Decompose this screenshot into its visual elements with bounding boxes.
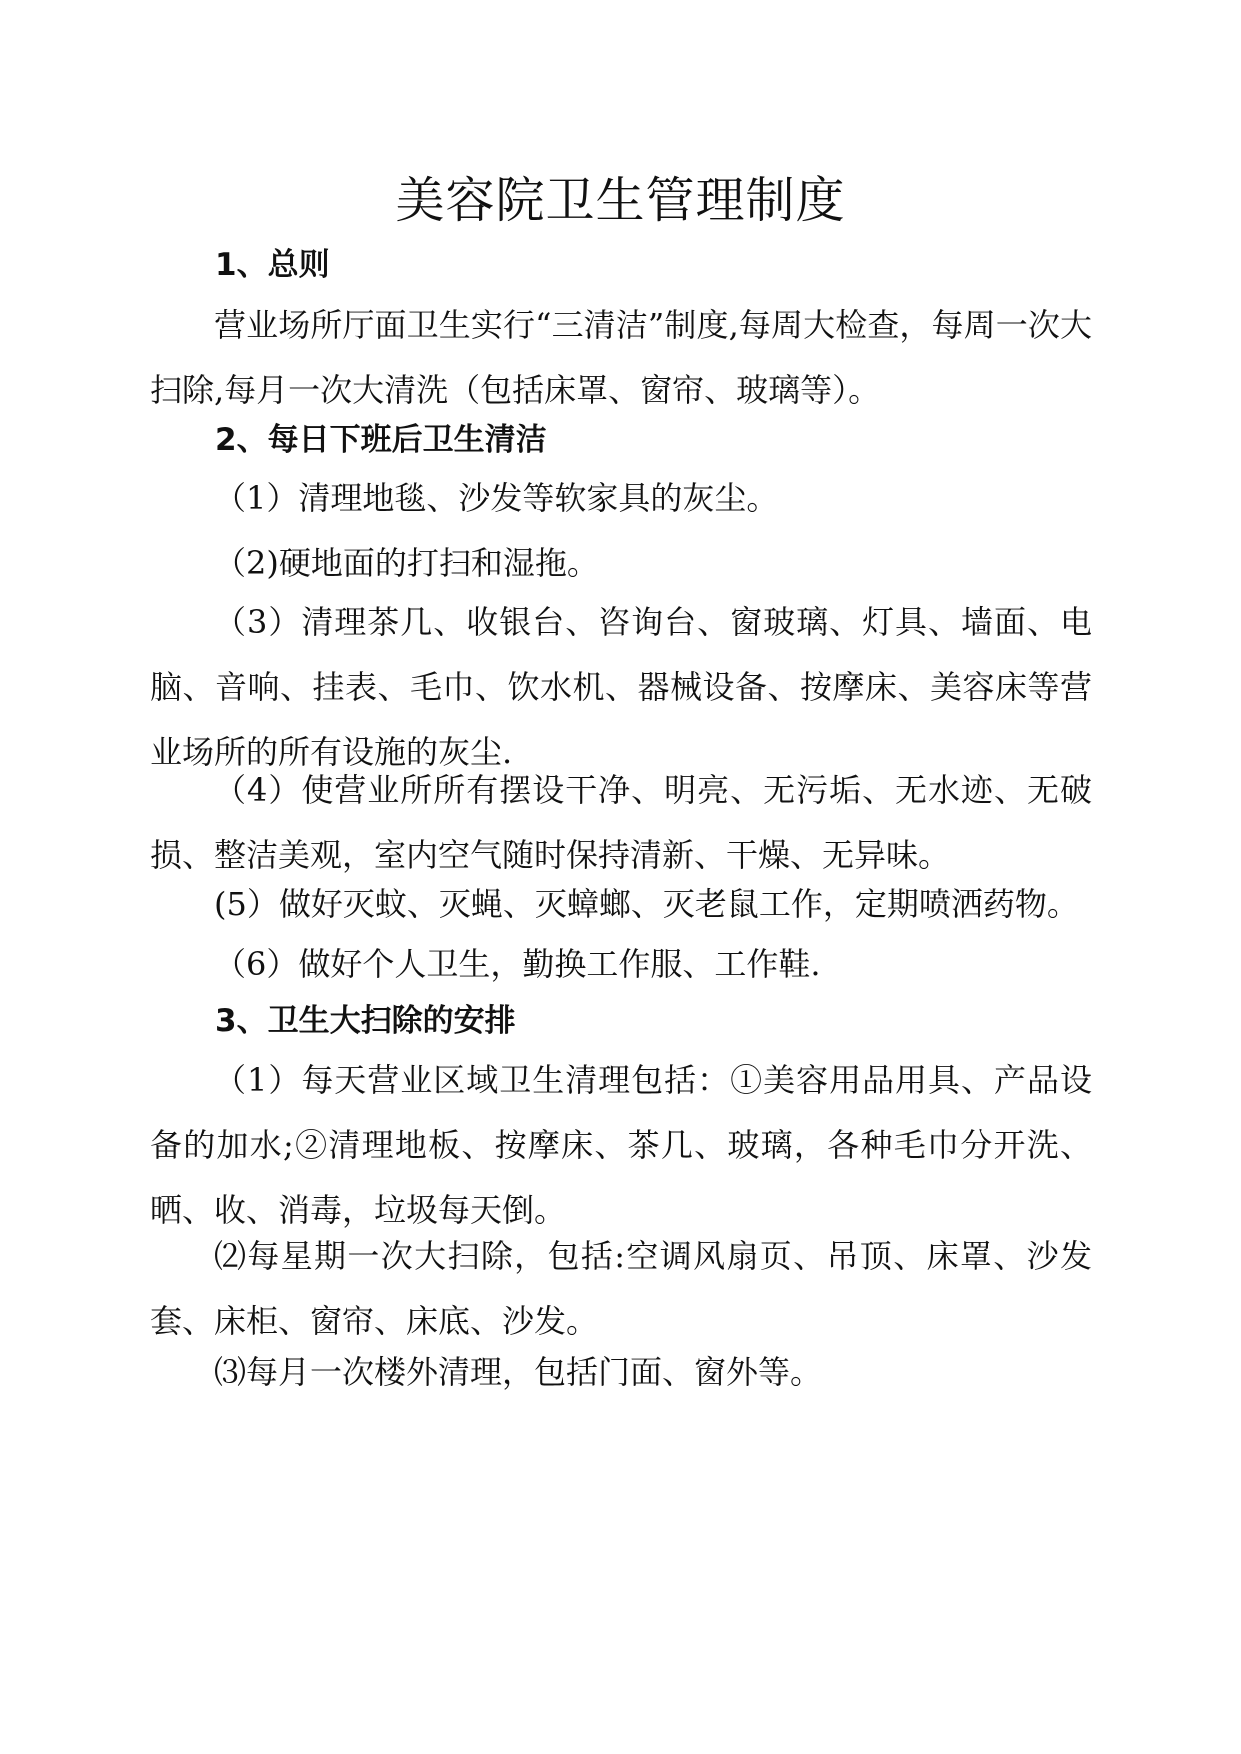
list-item: （1）清理地毯、沙发等软家具的灰尘。	[214, 479, 779, 517]
section-heading: 1、总则	[215, 247, 330, 283]
list-item: （2)硬地面的打扫和湿拖。	[214, 544, 599, 582]
list-item: （1）每天营业区域卫生清理包括：①美容用品用具、产品设备的加水;②清理地板、按摩床、茶几、玻璃，各种毛巾分开洗、晒、收、消毒，垃圾每天倒。	[150, 1061, 1092, 1229]
list-item: （3）清理茶几、收银台、咨询台、窗玻璃、灯具、墙面、电脑、音响、挂表、毛巾、饮水机、器械设备、按摩床、美容床等营业场所的所有设施的灰尘.	[150, 603, 1092, 771]
list-item: (5）做好灭蚊、灭蝇、灭蟑螂、灭老鼠工作，定期喷洒药物。	[214, 885, 1079, 923]
section-heading: 3、卫生大扫除的安排	[215, 1003, 516, 1039]
section-heading: 2、每日下班后卫生清洁	[215, 422, 547, 458]
list-item: （6）做好个人卫生，勤换工作服、工作鞋.	[214, 945, 821, 983]
list-item: （4）使营业所所有摆设干净、明亮、无污垢、无水迹、无破损、整洁美观，室内空气随时保持清新、干燥、无异味。	[150, 771, 1092, 874]
document-title: 美容院卫生管理制度	[395, 172, 846, 229]
paragraph: 营业场所厅面卫生实行“三清洁”制度,每周大检查，每周一次大扫除,每月一次大清洗（包括床罩、窗帘、玻璃等）。	[150, 306, 1092, 409]
list-item: ⑵每星期一次大扫除，包括:空调风扇页、吊顶、床罩、沙发套、床柜、窗帘、床底、沙发。	[150, 1237, 1092, 1340]
list-item: ⑶每月一次楼外清理，包括门面、窗外等。	[214, 1353, 823, 1391]
